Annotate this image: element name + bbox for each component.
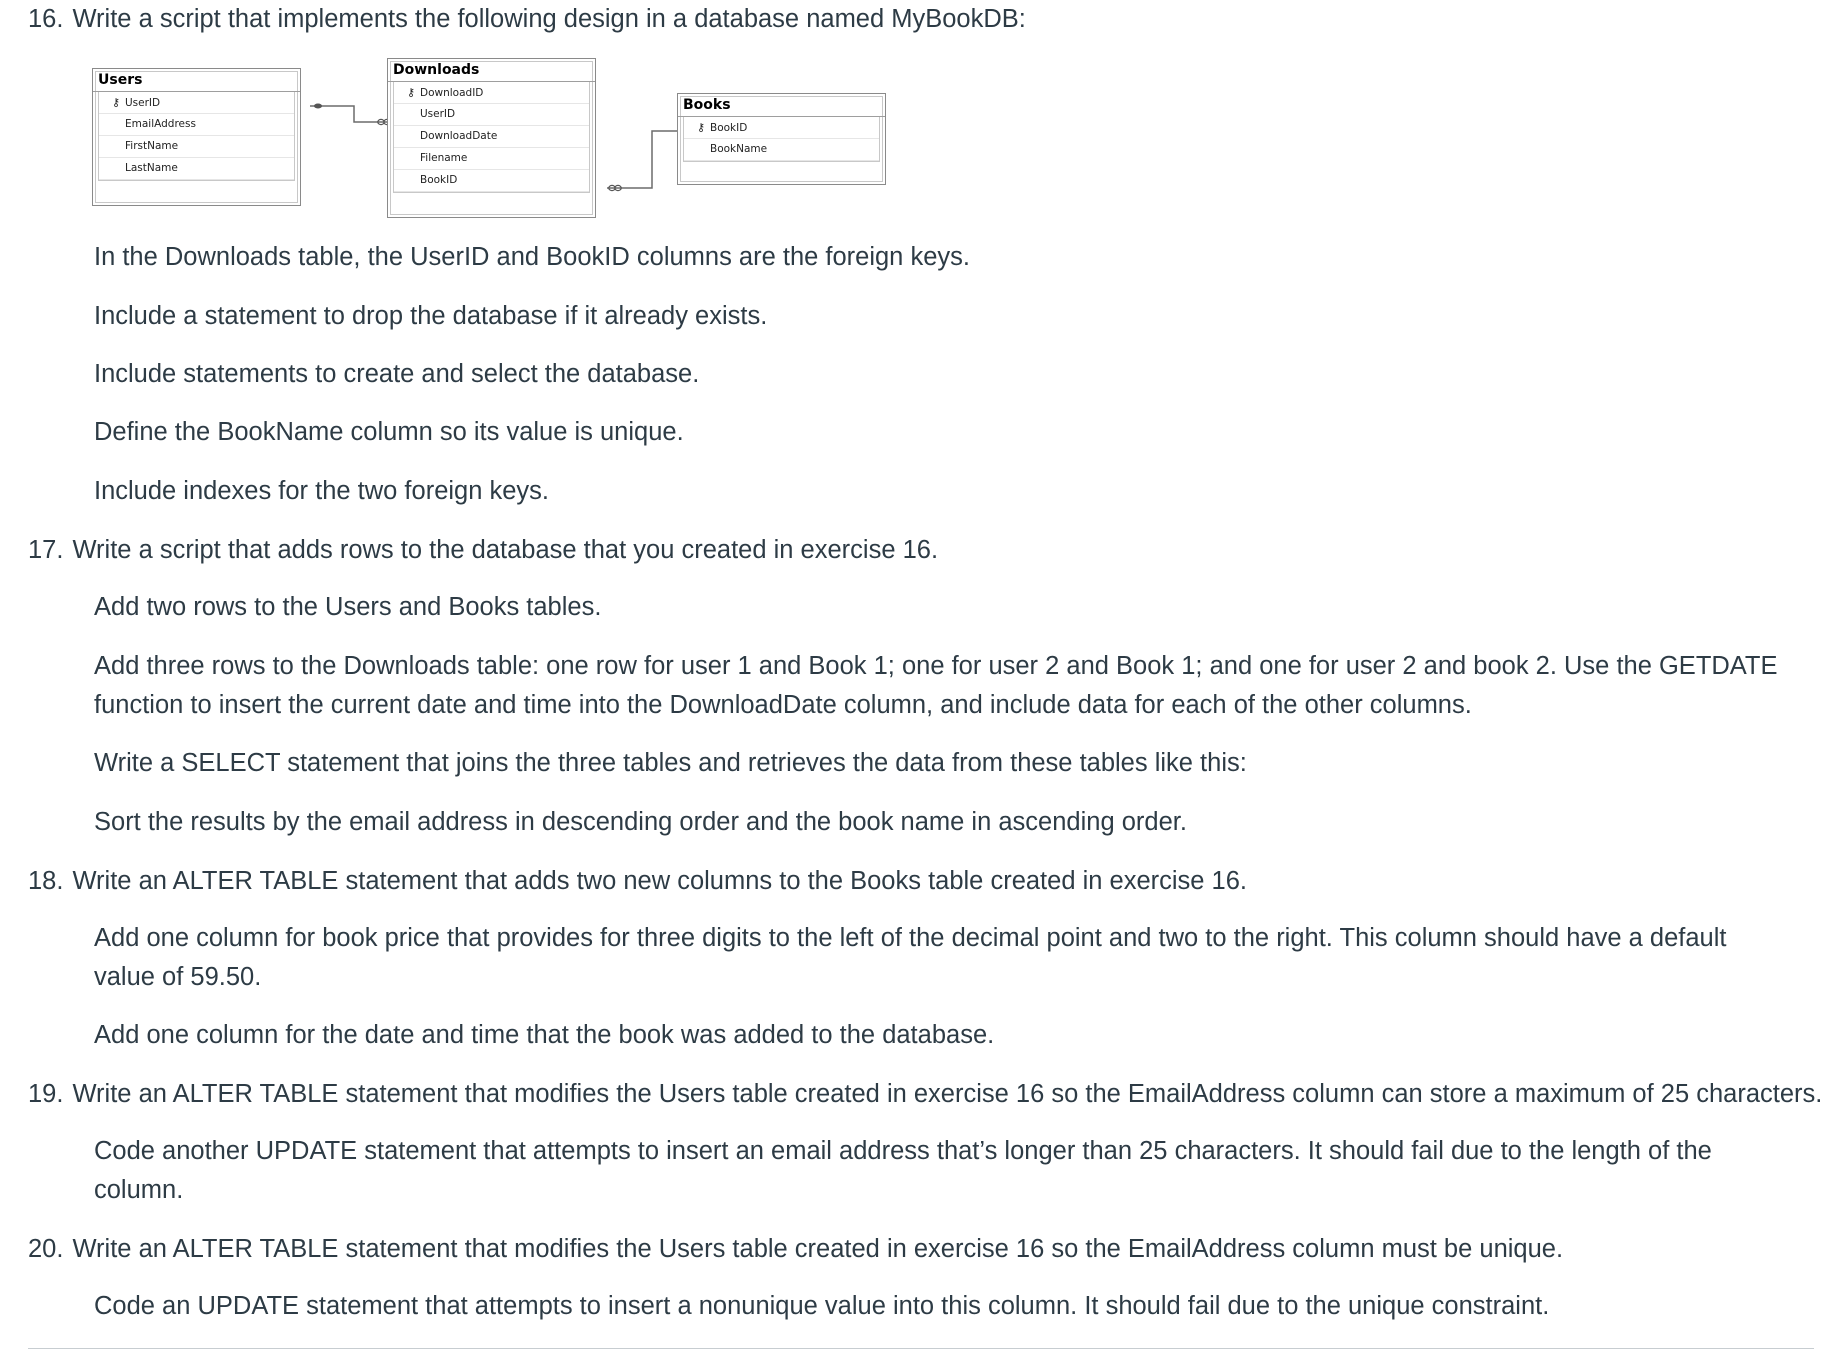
table-column: FirstName [99, 136, 294, 158]
exercise-17-item: Add three rows to the Downloads table: one row for user 1 and Book 1; one for user 2 and Book 1; and one for user 2 and book 2. Use the GETDATE function to insert the current date and time into the DownloadDate column, and include data for each of the other columns. [94, 652, 1778, 719]
exercise-20-item: Code an UPDATE statement that attempts to insert a nonunique value into this column. It should fail due to the unique constraint. [94, 1292, 1550, 1320]
books-table [677, 93, 886, 185]
exercise-16-heading [28, 4, 1026, 34]
table-column-primary-key: ⚷ DownloadID [394, 82, 589, 104]
table-column: BookID [394, 170, 589, 192]
table-column-primary-key: ⚷ UserID [99, 92, 294, 114]
exercise-title: Write an ALTER TABLE statement that modifies the Users table created in exercise 16 so the EmailAddress column must be unique. [72, 1235, 1564, 1263]
table-title: Books [678, 94, 885, 117]
table-column: DownloadDate [394, 126, 589, 148]
exercise-19-item: Code another UPDATE statement that attempts to insert an email address that’s longer than 25 characters. It should fail due to the length of the column. [94, 1137, 1712, 1204]
key-icon: ⚷ [697, 121, 706, 134]
table-column: EmailAddress [99, 114, 294, 136]
exercise-17-item: Add two rows to the Users and Books tables. [94, 593, 602, 621]
downloads-table [387, 58, 596, 218]
table-column-primary-key: ⚷ BookID [684, 117, 879, 139]
exercise-number: 20. [28, 1235, 64, 1263]
exercise-20-heading [28, 1234, 1563, 1264]
exercise-18-item: Add one column for the date and time that the book was added to the database. [94, 1021, 995, 1049]
exercise-number: 16. [28, 5, 64, 33]
table-column: Filename [394, 148, 589, 170]
exercise-number: 18. [28, 867, 64, 895]
exercise-16-item: Define the BookName column so its value is unique. [94, 418, 684, 446]
table-title: Users [93, 69, 300, 92]
table-column: LastName [99, 158, 294, 180]
exercise-16-item: Include a statement to drop the database if it already exists. [94, 302, 768, 330]
bottom-divider [28, 1348, 1814, 1349]
exercise-16-item: Include indexes for the two foreign keys. [94, 477, 550, 505]
database-diagram [92, 58, 892, 228]
users-table [92, 68, 301, 206]
table-title: Downloads [388, 59, 595, 82]
key-icon: ⚷ [407, 86, 416, 99]
exercise-16-item: Include statements to create and select the database. [94, 360, 700, 388]
exercise-title: Write an ALTER TABLE statement that modifies the Users table created in exercise 16 so the EmailAddress column can store a maximum of 25 characters. [72, 1080, 1823, 1108]
exercise-title: Write a script that implements the following design in a database named MyBookDB: [72, 5, 1026, 33]
exercise-number: 17. [28, 536, 64, 564]
table-column: UserID [394, 104, 589, 126]
exercise-17-item: Sort the results by the email address in descending order and the book name in ascending order. [94, 808, 1187, 836]
exercise-17-heading [28, 535, 938, 565]
exercise-title: Write a script that adds rows to the database that you created in exercise 16. [72, 536, 939, 564]
exercise-18-heading [28, 866, 1247, 896]
table-column: BookName [684, 139, 879, 161]
exercise-16-item: In the Downloads table, the UserID and BookID columns are the foreign keys. [94, 243, 970, 271]
exercise-title: Write an ALTER TABLE statement that adds two new columns to the Books table created in exercise 16. [72, 867, 1248, 895]
exercise-19-heading [28, 1079, 1822, 1109]
exercise-18-item: Add one column for book price that provides for three digits to the left of the decimal point and two to the right. This column should have a default value of 59.50. [94, 924, 1727, 991]
exercise-number: 19. [28, 1080, 64, 1108]
exercise-17-item: Write a SELECT statement that joins the three tables and retrieves the data from these tables like this: [94, 749, 1247, 777]
key-icon: ⚷ [112, 96, 121, 109]
